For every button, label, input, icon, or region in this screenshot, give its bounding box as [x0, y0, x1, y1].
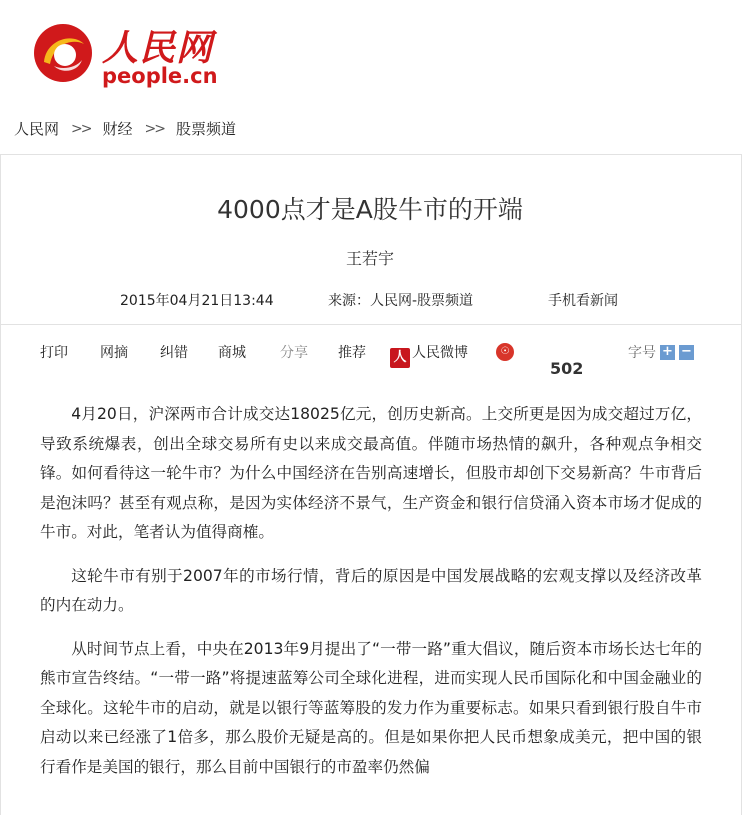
article-author: 王若宇: [345, 249, 394, 268]
site-logo[interactable]: [32, 14, 222, 94]
print-button[interactable]: 打印: [40, 345, 68, 361]
article-body: [40, 400, 702, 796]
share-label: 分享: [280, 345, 308, 361]
weibo-share-button[interactable]: [390, 342, 468, 368]
breadcrumb-separator: >>: [144, 120, 164, 137]
logo-text-cn: 人民网: [102, 27, 214, 69]
font-size-label: 字号: [628, 345, 656, 361]
share-icon: ☉: [496, 343, 514, 361]
weibo-label: 人民微博: [412, 345, 468, 361]
article-paragraph: 4月20日，沪深两市合计成交达18025亿元，创历史新高。上交所更是因为成交超过万亿，导致系统爆表，创出全球交易所有史以来成交最高值。伴随市场热情的飙升，各种观点争相交锋。如何看待这一轮牛市？为什么中国经济在告别高速增长，但股市却创下交易新高？牛市背后是泡沫吗？甚至有观点称，是因为实体经济不景气，生产资金和银行信贷涌入资本市场才促成的牛市。对此，笔者认为值得商榷。: [40, 405, 702, 541]
article-source[interactable]: 来源：人民网-股票频道: [328, 293, 474, 309]
breadcrumb-finance-link[interactable]: 财经: [102, 120, 133, 138]
share-more-button[interactable]: [496, 342, 514, 361]
people-logo-icon: [32, 22, 94, 84]
breadcrumb: [14, 118, 236, 139]
mobile-view-link[interactable]: 手机看新闻: [548, 293, 618, 309]
mall-button[interactable]: 商城: [218, 345, 246, 361]
excerpt-button[interactable]: 网摘: [100, 345, 128, 361]
weibo-icon: 人: [390, 348, 410, 368]
article-title: 4000点才是A股牛市的开端: [217, 195, 523, 224]
breadcrumb-stock-link[interactable]: 股票频道: [175, 120, 236, 138]
share-count: 502: [550, 359, 584, 378]
breadcrumb-home-link[interactable]: 人民网: [14, 120, 60, 138]
article-paragraph: 这轮牛市有别于2007年的市场行情，背后的原因是中国发展战略的宏观支撑以及经济改革的内在动力。: [40, 566, 702, 614]
recommend-button[interactable]: 推荐: [338, 345, 366, 361]
font-size-control: [628, 342, 694, 362]
font-increase-button[interactable]: +: [660, 345, 675, 360]
meta-divider: [0, 324, 741, 325]
logo-text-en: people.cn: [102, 64, 218, 88]
article-date: 2015年04月21日13:44: [120, 293, 274, 309]
font-decrease-button[interactable]: −: [679, 345, 694, 360]
breadcrumb-separator: >>: [71, 120, 91, 137]
correct-button[interactable]: 纠错: [160, 345, 188, 361]
article-paragraph: 从时间节点上看，中央在2013年9月提出了“一带一路”重大倡议，随后资本市场长达七年的熊市宣告终结。“一带一路”将提速蓝筹公司全球化进程，进而实现人民币国际化和中国金融业的全球化。这轮牛市的启动，就是以银行等蓝筹股的发力作为重要标志。如果只看到银行股自牛市启动以来已经涨了1倍多，那么股价无疑是高的。但是如果你把人民币想象成美元，把中国的银行看作是美国的银行，那么目前中国银行的市盈率仍然偏: [40, 639, 702, 776]
